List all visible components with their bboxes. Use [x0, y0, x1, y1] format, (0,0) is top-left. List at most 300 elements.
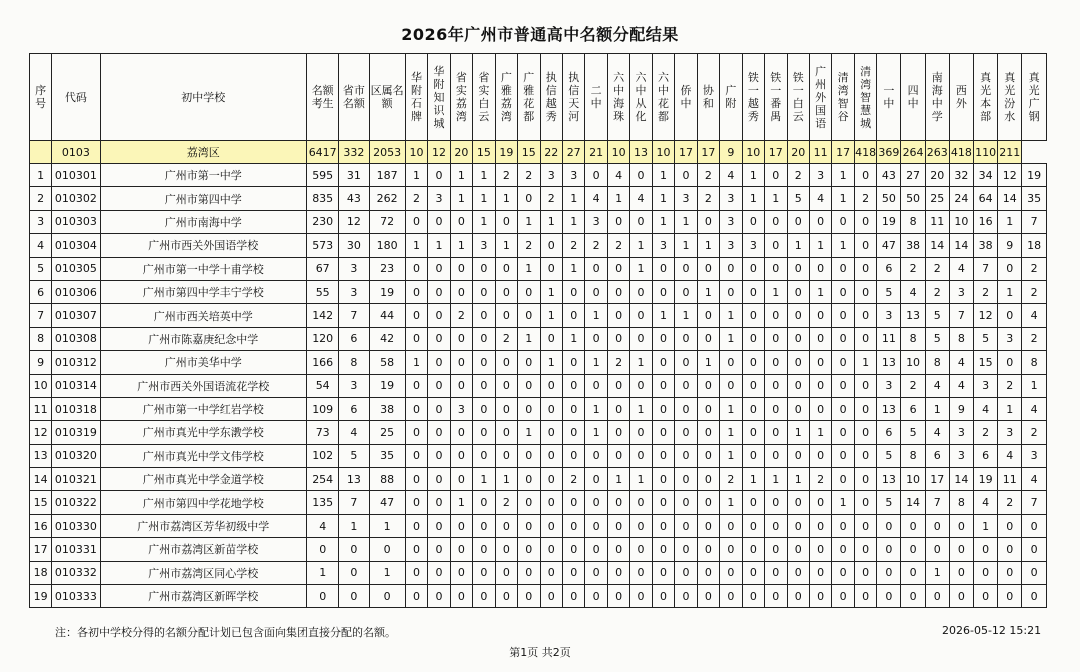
header-target-school: 广州外国语 [809, 54, 831, 141]
row-value-cell: 0 [450, 327, 472, 350]
row-value-cell: 0 [607, 538, 629, 561]
row-value-cell: 0 [765, 257, 787, 280]
row-value-cell: 3 [428, 187, 450, 210]
row-value-cell: 0 [697, 304, 719, 327]
row-value-cell: 0 [495, 351, 517, 374]
row-value-cell: 0 [473, 538, 495, 561]
table-row [30, 444, 1047, 467]
row-value-cell: 10 [901, 468, 925, 491]
row-value-cell: 1 [720, 491, 742, 514]
row-value-cell: 12 [974, 304, 998, 327]
row-value-cell: 0 [809, 585, 831, 608]
row-value-cell: 0 [787, 585, 809, 608]
row-value-cell: 0 [450, 257, 472, 280]
district-value-cell: 22 [540, 141, 562, 164]
row-value-cell: 0 [562, 444, 584, 467]
row-value-cell: 0 [607, 327, 629, 350]
row-value-cell: 180 [369, 234, 405, 257]
row-code: 010308 [52, 327, 100, 350]
row-value-cell: 5 [925, 327, 949, 350]
row-value-cell: 25 [369, 421, 405, 444]
row-value-cell: 0 [1022, 538, 1047, 561]
row-value-cell: 0 [765, 491, 787, 514]
header-target-school: 广雅荔湾 [495, 54, 517, 141]
row-value-cell: 4 [901, 280, 925, 303]
district-value-cell: 19 [495, 141, 517, 164]
row-value-cell: 1 [405, 164, 427, 187]
row-value-cell: 0 [428, 304, 450, 327]
row-value-cell: 0 [809, 210, 831, 233]
row-value-cell: 0 [742, 585, 764, 608]
header-target-school: 真光本部 [974, 54, 998, 141]
row-value-cell: 0 [832, 514, 854, 537]
row-value-cell: 0 [765, 374, 787, 397]
row-value-cell: 0 [630, 585, 652, 608]
row-value-cell: 0 [473, 327, 495, 350]
row-value-cell: 1 [307, 561, 339, 584]
row-value-cell: 1 [585, 351, 607, 374]
row-value-cell: 58 [369, 351, 405, 374]
row-code: 010330 [52, 514, 100, 537]
row-value-cell: 3 [809, 164, 831, 187]
row-value-cell: 0 [675, 374, 697, 397]
row-value-cell: 1 [540, 280, 562, 303]
row-value-cell: 64 [974, 187, 998, 210]
row-value-cell: 1 [473, 164, 495, 187]
row-value-cell: 0 [854, 280, 876, 303]
district-name: 荔湾区 [100, 141, 307, 164]
row-value-cell: 1 [832, 164, 854, 187]
row-value-cell: 9 [998, 234, 1022, 257]
table-row [30, 397, 1047, 420]
row-school-name: 广州市第四中学 [100, 187, 307, 210]
row-value-cell: 0 [630, 421, 652, 444]
row-value-cell: 0 [540, 327, 562, 350]
row-value-cell: 0 [473, 257, 495, 280]
table-row [30, 491, 1047, 514]
row-value-cell: 0 [697, 444, 719, 467]
row-value-cell: 0 [720, 585, 742, 608]
row-value-cell: 0 [697, 210, 719, 233]
row-value-cell: 0 [854, 304, 876, 327]
row-value-cell: 1 [697, 234, 719, 257]
row-value-cell: 0 [787, 444, 809, 467]
row-value-cell: 0 [697, 468, 719, 491]
row-value-cell: 1 [495, 468, 517, 491]
row-value-cell: 19 [877, 210, 901, 233]
row-value-cell: 0 [518, 491, 540, 514]
row-value-cell: 0 [495, 374, 517, 397]
header-target-school: 广附 [720, 54, 742, 141]
row-value-cell: 10 [949, 210, 973, 233]
row-value-cell: 0 [428, 538, 450, 561]
header-target-school: 真光广钢 [1022, 54, 1047, 141]
row-value-cell: 1 [405, 234, 427, 257]
row-value-cell: 0 [765, 234, 787, 257]
row-value-cell: 14 [925, 234, 949, 257]
row-value-cell: 0 [652, 585, 674, 608]
row-value-cell: 38 [974, 234, 998, 257]
header-target-school: 西外 [949, 54, 973, 141]
row-value-cell: 0 [949, 585, 973, 608]
row-value-cell: 7 [974, 257, 998, 280]
row-value-cell: 2 [854, 187, 876, 210]
row-value-cell: 8 [901, 210, 925, 233]
row-value-cell: 1 [787, 421, 809, 444]
row-value-cell: 0 [540, 514, 562, 537]
row-value-cell: 0 [518, 280, 540, 303]
row-value-cell: 35 [369, 444, 405, 467]
row-value-cell: 3 [949, 280, 973, 303]
header-target-school: 清湾智慧城 [854, 54, 876, 141]
row-value-cell: 0 [630, 538, 652, 561]
row-value-cell: 0 [630, 374, 652, 397]
row-value-cell: 0 [787, 538, 809, 561]
row-value-cell: 0 [652, 444, 674, 467]
row-value-cell: 0 [854, 514, 876, 537]
row-value-cell: 1 [540, 351, 562, 374]
row-value-cell: 3 [1022, 444, 1047, 467]
row-code: 010321 [52, 468, 100, 491]
row-value-cell: 0 [742, 491, 764, 514]
row-value-cell: 0 [450, 421, 472, 444]
row-value-cell: 0 [854, 444, 876, 467]
district-value-cell: 10 [607, 141, 629, 164]
row-value-cell: 0 [518, 514, 540, 537]
row-value-cell: 1 [998, 280, 1022, 303]
row-value-cell: 3 [742, 234, 764, 257]
row-value-cell: 2 [495, 327, 517, 350]
table-row [30, 234, 1047, 257]
row-value-cell: 6 [339, 327, 369, 350]
row-value-cell: 0 [450, 585, 472, 608]
row-value-cell: 1 [428, 234, 450, 257]
row-value-cell: 0 [607, 397, 629, 420]
row-value-cell: 1 [369, 561, 405, 584]
row-value-cell: 1 [809, 421, 831, 444]
row-value-cell: 0 [428, 164, 450, 187]
row-value-cell: 0 [877, 585, 901, 608]
district-value-cell: 9 [720, 141, 742, 164]
row-value-cell: 0 [765, 444, 787, 467]
district-value-cell: 20 [450, 141, 472, 164]
row-value-cell: 2 [495, 164, 517, 187]
row-value-cell: 1 [405, 351, 427, 374]
row-value-cell: 1 [652, 210, 674, 233]
row-seq: 18 [30, 561, 52, 584]
row-value-cell: 88 [369, 468, 405, 491]
district-seq [30, 141, 52, 164]
row-value-cell: 0 [428, 468, 450, 491]
row-value-cell: 2 [697, 187, 719, 210]
row-value-cell: 0 [854, 421, 876, 444]
row-value-cell: 0 [998, 561, 1022, 584]
district-value-cell: 10 [652, 141, 674, 164]
row-code: 010333 [52, 585, 100, 608]
row-value-cell: 1 [495, 234, 517, 257]
row-value-cell: 19 [974, 468, 998, 491]
row-value-cell: 0 [473, 585, 495, 608]
row-value-cell: 0 [854, 257, 876, 280]
district-value-cell: 264 [901, 141, 925, 164]
district-value-cell: 6417 [307, 141, 339, 164]
row-value-cell: 0 [998, 585, 1022, 608]
row-value-cell: 0 [832, 257, 854, 280]
row-value-cell: 0 [809, 561, 831, 584]
row-value-cell: 0 [607, 280, 629, 303]
row-value-cell: 0 [854, 327, 876, 350]
row-value-cell: 3 [720, 210, 742, 233]
row-value-cell: 4 [949, 257, 973, 280]
row-value-cell: 7 [1022, 491, 1047, 514]
row-value-cell: 0 [901, 514, 925, 537]
row-value-cell: 2 [697, 164, 719, 187]
row-value-cell: 2 [405, 187, 427, 210]
row-value-cell: 38 [901, 234, 925, 257]
row-value-cell: 0 [832, 374, 854, 397]
header-target-school: 六中从化 [630, 54, 652, 141]
row-value-cell: 3 [877, 304, 901, 327]
row-value-cell: 1 [562, 187, 584, 210]
row-value-cell: 0 [720, 514, 742, 537]
row-value-cell: 0 [809, 444, 831, 467]
row-value-cell: 14 [998, 187, 1022, 210]
row-value-cell: 4 [607, 164, 629, 187]
row-value-cell: 0 [339, 585, 369, 608]
row-value-cell: 1 [675, 210, 697, 233]
row-value-cell: 0 [450, 351, 472, 374]
header-target-school: 南海中学 [925, 54, 949, 141]
row-value-cell: 1 [742, 164, 764, 187]
row-value-cell: 1 [742, 187, 764, 210]
row-value-cell: 0 [607, 585, 629, 608]
row-value-cell: 0 [742, 280, 764, 303]
row-value-cell: 0 [974, 561, 998, 584]
row-value-cell: 3 [949, 421, 973, 444]
row-value-cell: 14 [949, 234, 973, 257]
row-value-cell: 0 [405, 257, 427, 280]
row-value-cell: 142 [307, 304, 339, 327]
row-value-cell: 0 [473, 561, 495, 584]
district-value-cell: 17 [765, 141, 787, 164]
row-value-cell: 0 [652, 468, 674, 491]
row-seq: 13 [30, 444, 52, 467]
row-value-cell: 0 [518, 585, 540, 608]
row-value-cell: 2 [925, 257, 949, 280]
row-value-cell: 1 [518, 257, 540, 280]
row-value-cell: 0 [307, 585, 339, 608]
row-value-cell: 0 [540, 257, 562, 280]
row-value-cell: 3 [473, 234, 495, 257]
district-value-cell: 10 [742, 141, 764, 164]
row-value-cell: 0 [877, 538, 901, 561]
row-value-cell: 1 [473, 468, 495, 491]
row-seq: 10 [30, 374, 52, 397]
row-value-cell: 0 [949, 561, 973, 584]
row-value-cell: 1 [630, 234, 652, 257]
row-value-cell: 3 [339, 374, 369, 397]
district-value-cell: 418 [949, 141, 973, 164]
row-value-cell: 3 [675, 187, 697, 210]
row-value-cell: 0 [675, 351, 697, 374]
row-value-cell: 1 [585, 421, 607, 444]
row-value-cell: 1 [832, 234, 854, 257]
row-value-cell: 0 [765, 561, 787, 584]
row-value-cell: 0 [675, 164, 697, 187]
row-value-cell: 0 [652, 327, 674, 350]
row-value-cell: 0 [405, 468, 427, 491]
allocation-table [29, 53, 1047, 608]
row-value-cell: 0 [495, 397, 517, 420]
row-value-cell: 23 [369, 257, 405, 280]
row-value-cell: 1 [765, 280, 787, 303]
row-value-cell: 0 [405, 444, 427, 467]
row-school-name: 广州市第一中学 [100, 164, 307, 187]
row-value-cell: 1 [787, 468, 809, 491]
row-value-cell: 0 [652, 421, 674, 444]
header-target-school: 协和 [697, 54, 719, 141]
row-value-cell: 2 [562, 234, 584, 257]
row-value-cell: 0 [675, 538, 697, 561]
row-value-cell: 6 [339, 397, 369, 420]
row-value-cell: 0 [925, 538, 949, 561]
row-school-name: 广州市荔湾区新晖学校 [100, 585, 307, 608]
header-target-school: 侨中 [675, 54, 697, 141]
row-code: 010318 [52, 397, 100, 420]
row-value-cell: 0 [720, 280, 742, 303]
row-value-cell: 3 [949, 444, 973, 467]
row-value-cell: 0 [998, 257, 1022, 280]
row-value-cell: 8 [901, 444, 925, 467]
row-value-cell: 2 [901, 257, 925, 280]
row-value-cell: 120 [307, 327, 339, 350]
row-code: 010319 [52, 421, 100, 444]
row-value-cell: 1 [450, 234, 472, 257]
row-value-cell: 230 [307, 210, 339, 233]
row-value-cell: 0 [630, 327, 652, 350]
row-value-cell: 0 [697, 397, 719, 420]
row-value-cell: 0 [450, 210, 472, 233]
row-value-cell: 1 [787, 234, 809, 257]
row-value-cell: 262 [369, 187, 405, 210]
row-value-cell: 3 [720, 187, 742, 210]
district-value-cell: 27 [562, 141, 584, 164]
row-seq: 7 [30, 304, 52, 327]
row-value-cell: 24 [949, 187, 973, 210]
row-value-cell: 7 [949, 304, 973, 327]
row-value-cell: 0 [832, 538, 854, 561]
row-value-cell: 0 [765, 397, 787, 420]
row-value-cell: 8 [1022, 351, 1047, 374]
row-value-cell: 187 [369, 164, 405, 187]
timestamp: 2026-05-12 15:21 [942, 624, 1042, 637]
row-code: 010304 [52, 234, 100, 257]
row-value-cell: 0 [405, 280, 427, 303]
row-value-cell: 0 [307, 538, 339, 561]
row-value-cell: 0 [1022, 561, 1047, 584]
row-value-cell: 0 [809, 397, 831, 420]
table-row [30, 210, 1047, 233]
row-value-cell: 0 [697, 561, 719, 584]
row-value-cell: 0 [450, 374, 472, 397]
row-value-cell: 0 [518, 561, 540, 584]
header-target-school: 执信越秀 [540, 54, 562, 141]
row-value-cell: 0 [428, 374, 450, 397]
district-value-cell: 110 [974, 141, 998, 164]
row-value-cell: 4 [925, 374, 949, 397]
row-value-cell: 835 [307, 187, 339, 210]
row-value-cell: 1 [1022, 374, 1047, 397]
row-value-cell: 1 [339, 514, 369, 537]
district-value-cell: 332 [339, 141, 369, 164]
row-value-cell: 0 [540, 468, 562, 491]
row-value-cell: 0 [675, 397, 697, 420]
header-target-school: 华附知识城 [428, 54, 450, 141]
row-seq: 3 [30, 210, 52, 233]
row-value-cell: 0 [562, 491, 584, 514]
row-school-name: 广州市南海中学 [100, 210, 307, 233]
row-value-cell: 4 [339, 421, 369, 444]
row-value-cell: 14 [901, 491, 925, 514]
row-value-cell: 0 [495, 210, 517, 233]
row-value-cell: 16 [974, 210, 998, 233]
row-value-cell: 5 [877, 491, 901, 514]
row-value-cell: 0 [428, 210, 450, 233]
row-value-cell: 0 [495, 421, 517, 444]
row-value-cell: 0 [742, 327, 764, 350]
row-value-cell: 0 [495, 280, 517, 303]
row-seq: 15 [30, 491, 52, 514]
row-value-cell: 55 [307, 280, 339, 303]
row-value-cell: 42 [369, 327, 405, 350]
row-value-cell: 1 [854, 351, 876, 374]
row-value-cell: 0 [518, 538, 540, 561]
row-value-cell: 0 [518, 444, 540, 467]
header-target-school: 铁一越秀 [742, 54, 764, 141]
row-value-cell: 6 [877, 257, 901, 280]
row-value-cell: 1 [720, 304, 742, 327]
header-school: 初中学校 [100, 54, 307, 141]
row-value-cell: 0 [562, 397, 584, 420]
row-value-cell: 0 [450, 280, 472, 303]
row-value-cell: 0 [585, 561, 607, 584]
row-code: 010314 [52, 374, 100, 397]
row-value-cell: 54 [307, 374, 339, 397]
row-value-cell: 0 [742, 397, 764, 420]
row-value-cell: 0 [787, 257, 809, 280]
row-value-cell: 20 [925, 164, 949, 187]
district-value-cell: 17 [832, 141, 854, 164]
row-value-cell: 0 [339, 561, 369, 584]
row-value-cell: 1 [630, 351, 652, 374]
row-value-cell: 0 [652, 374, 674, 397]
row-value-cell: 0 [339, 538, 369, 561]
row-value-cell: 0 [607, 444, 629, 467]
row-value-cell: 0 [832, 327, 854, 350]
row-school-name: 广州市真光中学金道学校 [100, 468, 307, 491]
row-value-cell: 0 [854, 561, 876, 584]
header-target-school: 铁一番禺 [765, 54, 787, 141]
row-value-cell: 0 [809, 514, 831, 537]
row-value-cell: 0 [742, 374, 764, 397]
row-value-cell: 0 [832, 397, 854, 420]
page-indicator: 第1页 共2页 [509, 646, 571, 659]
row-value-cell: 0 [675, 585, 697, 608]
header-target-school: 清湾智谷 [832, 54, 854, 141]
row-value-cell: 0 [697, 327, 719, 350]
row-school-name: 广州市西关外国语学校 [100, 234, 307, 257]
row-value-cell: 0 [832, 280, 854, 303]
